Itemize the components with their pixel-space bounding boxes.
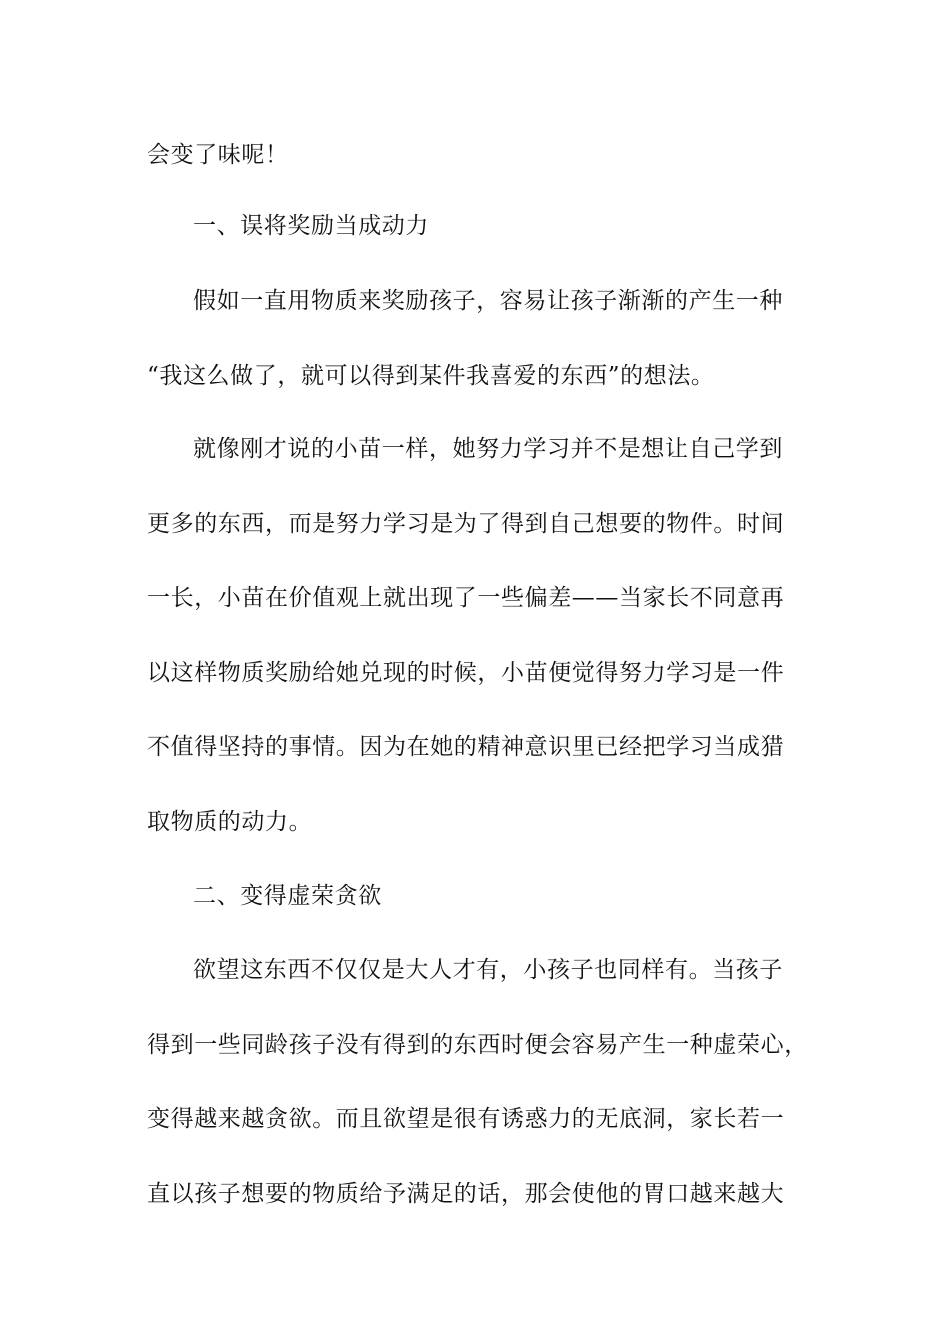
body-text-line: 得到一些同龄孩子没有得到的东西时便会容易产生一种虚荣心， xyxy=(147,1032,808,1058)
paragraph-first-line: 就像刚才说的小苗一样，她努力学习并不是想让自己学到 xyxy=(193,436,783,462)
body-text-line: 变得越来越贪欲。而且欲望是很有诱惑力的无底洞，家长若一 xyxy=(147,1106,785,1132)
body-text-line: 更多的东西，而是努力学习是为了得到自己想要的物件。时间 xyxy=(147,511,785,537)
body-text-line: “我这么做了，就可以得到某件我喜爱的东西”的想法。 xyxy=(147,363,715,389)
body-text-line: 不值得坚持的事情。因为在她的精神意识里已经把学习当成猎 xyxy=(147,734,785,760)
section-heading: 一、误将奖励当成动力 xyxy=(193,213,429,239)
body-text-line: 会变了味呢！ xyxy=(147,142,289,168)
paragraph-first-line: 假如一直用物质来奖励孩子，容易让孩子渐渐的产生一种 xyxy=(193,288,783,314)
body-text-line: 一长，小苗在价值观上就出现了一些偏差——当家长不同意再 xyxy=(147,585,785,611)
section-heading: 二、变得虚荣贪欲 xyxy=(193,883,382,909)
body-text-line: 取物质的动力。 xyxy=(147,809,313,835)
paragraph-first-line: 欲望这东西不仅仅是大人才有，小孩子也同样有。当孩子 xyxy=(193,957,783,983)
body-text-line: 直以孩子想要的物质给予满足的话，那会使他的胃口越来越大 xyxy=(147,1181,785,1207)
body-text-line: 以这样物质奖励给她兑现的时候，小苗便觉得努力学习是一件 xyxy=(147,660,785,686)
